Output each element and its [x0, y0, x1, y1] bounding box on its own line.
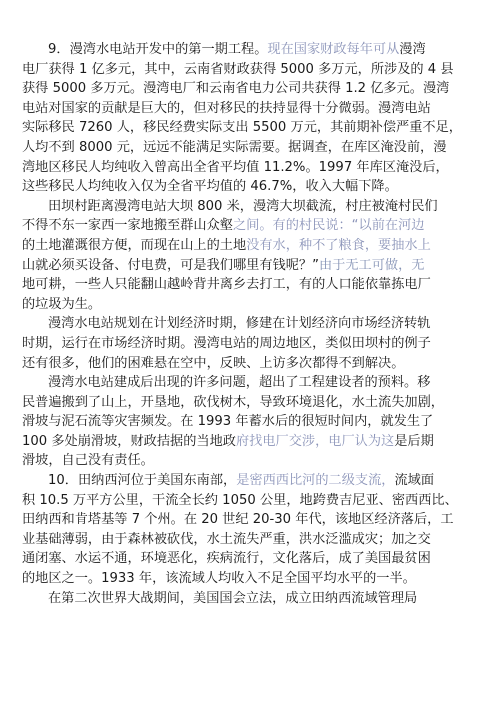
text-segment: 府找电厂交涉，电厂认为这	[236, 433, 395, 449]
text-segment: 漫湾水电站规划在计划经济时期，修建在计划经济向市场经济转轨	[48, 316, 431, 332]
text-segment: 地可耕，一些人只能翻山越岭背井离乡去打工，有的人口能依靠拣电厂	[22, 277, 431, 293]
text-segment: 漫湾水电站建成后出现的许多问题，超出了工程建设者的预料。移	[48, 375, 431, 391]
text-segment: 田坝村距离漫湾电站大坝 800 米，漫湾大坝截流，村庄被淹村民们	[48, 198, 438, 214]
text-segment: 由于无工可做，无	[318, 257, 425, 273]
text-line	[22, 393, 464, 413]
text-segment: 业基础薄弱，由于森林被砍伐，水土流失严重，洪水泛滥成灾；加之交	[22, 531, 431, 547]
text-segment: 获得 5000 多万元。漫湾电厂和云南省电力公司共获得 1.2 亿多元。漫湾	[22, 81, 450, 97]
text-segment: 电站对国家的贡献是巨大的，但对移民的扶持显得十分微弱。漫湾电站	[22, 100, 431, 116]
text-segment: 的土地灌溉很方便，而现在山上的土地	[22, 237, 247, 253]
text-segment: 的垃圾为生。	[22, 296, 102, 312]
text-line	[22, 589, 464, 609]
text-segment: 现在国家财政每年可从	[267, 42, 400, 57]
text-line	[22, 60, 464, 80]
text-line	[22, 510, 464, 530]
text-segment: 滑坡与泥石流等灾害频发。在 1993 年蓄水后的很短时间内，就发生了	[22, 414, 434, 430]
text-segment: 不得不东一家西一家地搬至群山众壑	[22, 218, 233, 234]
text-segment: 之间。有的村民说：“以前在河边	[233, 218, 425, 234]
text-line	[22, 354, 464, 374]
text-line	[22, 118, 464, 138]
text-segment: 这些移民人均纯收入仅为全省平均值的 46.7%，收入大幅下降。	[22, 179, 398, 195]
text-line	[22, 451, 464, 471]
text-segment: 在第二次世界大战期间，美国国会立法，成立田纳西流域管理局	[48, 590, 418, 606]
text-segment: 人均不到 8000 元，远远不能满足实际需要。据调查，在库区淹没前，漫	[22, 139, 447, 155]
text-line	[22, 40, 464, 60]
text-segment: 积 10.5 万平方公里，干流全长约 1050 公里，地跨费吉尼亚、密西西比、	[22, 492, 458, 508]
text-line	[22, 334, 464, 354]
text-segment: 民普遍搬到了山上，开垦地，砍伐树木，导致环境退化，水土流失加剧，	[22, 394, 444, 410]
text-segment: 100 多处崩滑坡，财政拮据的当地政	[22, 433, 236, 449]
document-body	[22, 40, 464, 608]
text-line	[22, 491, 464, 511]
text-segment: 是后期	[394, 433, 434, 449]
text-segment: 山就必须买设备、付电费，可是我们哪里有钱呢？”	[22, 257, 319, 273]
text-line	[22, 530, 464, 550]
text-segment: 没有水，种不了粮食，要抽水上	[246, 237, 431, 253]
text-line	[22, 549, 464, 569]
text-line	[22, 256, 464, 276]
text-segment: 10．田纳西河位于美国东南部，	[48, 473, 237, 489]
text-line	[22, 177, 464, 197]
text-segment: 时期，运行在市场经济时期。漫湾电站的周边地区，类似田坝村的例子	[22, 335, 431, 351]
text-line	[22, 197, 464, 217]
text-segment: 还有很多，他们的困难悬在空中，反映、上访多次都得不到解决。	[22, 355, 405, 371]
text-line	[22, 99, 464, 119]
text-segment: 漫湾	[399, 42, 426, 57]
text-line	[22, 314, 464, 334]
text-line	[22, 569, 464, 589]
text-line	[22, 275, 464, 295]
text-line	[22, 432, 464, 452]
text-segment: 通闭塞、水运不通，环境恶化，疾病流行，文化落后，成了美国最贫困	[22, 551, 431, 567]
text-segment: 电厂获得 1 亿多元，其中，云南省财政获得 5000 多万元，所涉及的 4 县	[22, 61, 454, 77]
text-line	[22, 138, 464, 158]
text-line	[22, 412, 464, 432]
text-line	[22, 79, 464, 99]
text-line	[22, 216, 464, 236]
text-segment: 田纳西和肯塔基等 7 个州。在 20 世纪 20-30 年代，该地区经济落后，工	[22, 512, 454, 528]
text-segment: 滑坡，自己没有责任。	[22, 453, 154, 469]
text-line	[22, 236, 464, 256]
text-segment: 流域面	[394, 473, 435, 489]
text-line	[22, 158, 464, 178]
text-line	[22, 295, 464, 315]
text-line	[22, 373, 464, 393]
text-segment: 湾地区移民人均纯收入曾高出全省平均值 11.2%。1997 年库区淹没后，	[22, 159, 449, 175]
text-segment: 是密西西比河的二级支流，	[236, 473, 395, 489]
text-line	[22, 471, 464, 491]
text-segment: 的地区之一。1933 年，该流域人均收入不足全国平均水平的一半。	[22, 571, 416, 587]
text-segment: 实际移民 7260 人，移民经费实际支出 5500 万元，其前期补偿严重不足，	[22, 120, 462, 136]
text-segment: 9．漫湾水电站开发中的第一期工程。	[48, 42, 268, 57]
